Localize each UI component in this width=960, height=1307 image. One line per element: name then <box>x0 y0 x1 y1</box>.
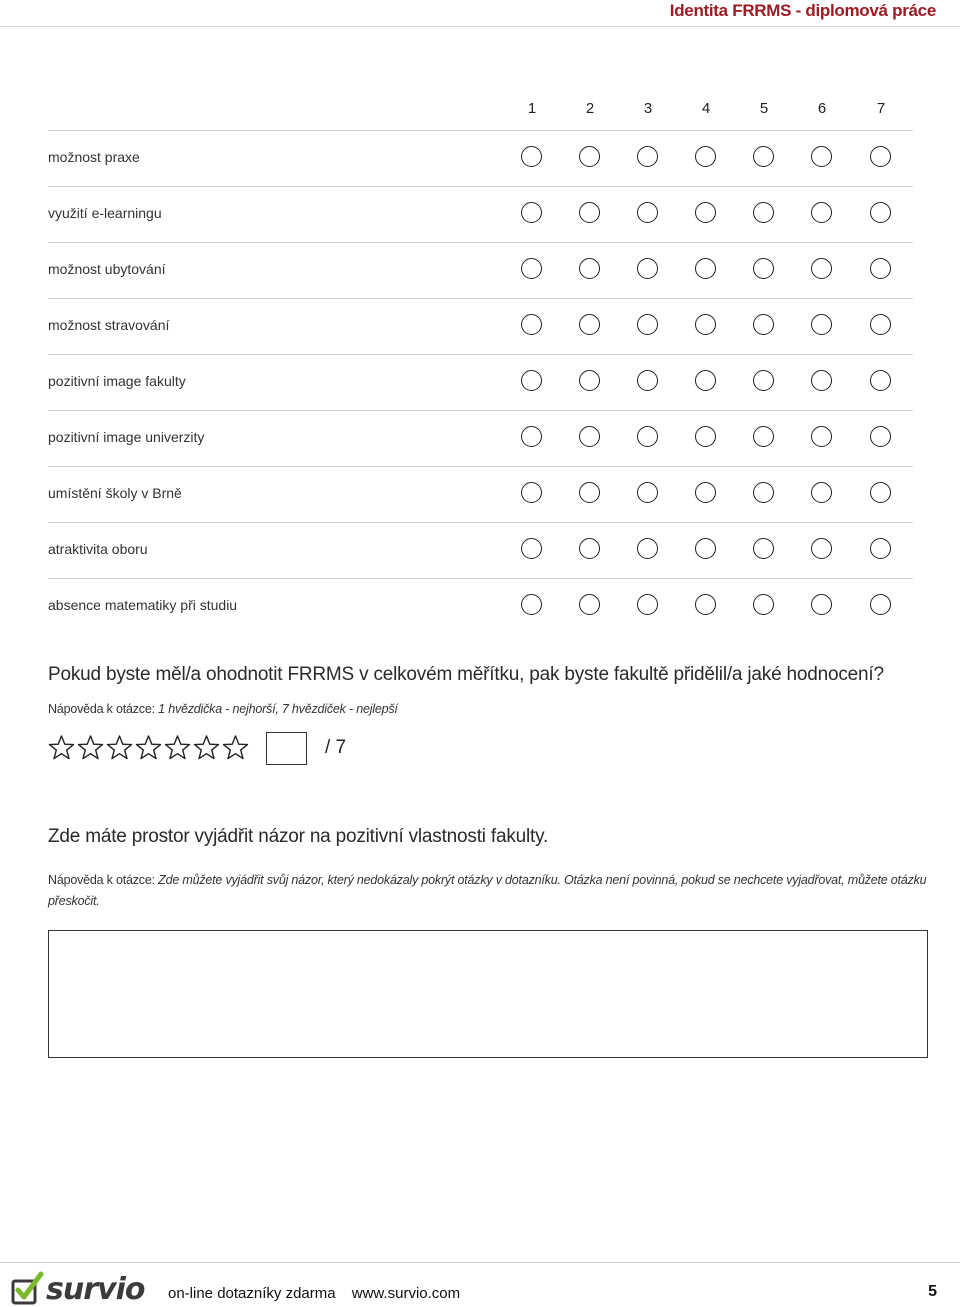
radio-option-4[interactable] <box>695 538 716 559</box>
radio-option-2[interactable] <box>579 370 600 391</box>
scale-number: 5 <box>759 100 769 117</box>
radio-option-5[interactable] <box>753 426 774 447</box>
radio-option-6[interactable] <box>811 538 832 559</box>
hint-text: 1 hvězdička - nejhorší, 7 hvězdiček - nejlepší <box>158 702 398 716</box>
hint-label: Nápověda k otázce: <box>48 873 155 887</box>
rating-max-label: / 7 <box>325 737 347 758</box>
matrix-row <box>48 579 913 634</box>
radio-option-4[interactable] <box>695 426 716 447</box>
radio-option-2[interactable] <box>579 426 600 447</box>
footer-tagline: on-line dotazníky zdarma <box>168 1285 336 1302</box>
footer-url[interactable]: www.survio.com <box>351 1285 461 1302</box>
radio-option-6[interactable] <box>811 426 832 447</box>
radio-option-4[interactable] <box>695 594 716 615</box>
rating-value-input[interactable] <box>266 732 307 765</box>
radio-option-4[interactable] <box>695 258 716 279</box>
overall-rating-question <box>48 664 928 772</box>
question-title: Zde máte prostor vyjádřit názor na pozitivní vlastnosti fakulty. <box>48 826 549 847</box>
scale-number: 7 <box>876 100 886 117</box>
scale-number: 3 <box>643 100 653 117</box>
radio-option-3[interactable] <box>637 202 658 223</box>
footer-tagline-group <box>168 1285 460 1302</box>
radio-option-7[interactable] <box>870 314 891 335</box>
answer-textarea[interactable] <box>48 930 928 1058</box>
radio-option-2[interactable] <box>579 482 600 503</box>
radio-option-3[interactable] <box>637 314 658 335</box>
radio-option-6[interactable] <box>811 594 832 615</box>
rating-matrix <box>48 92 913 634</box>
radio-option-5[interactable] <box>753 370 774 391</box>
radio-option-3[interactable] <box>637 538 658 559</box>
star-rating <box>48 732 928 772</box>
survio-logo <box>10 1271 144 1305</box>
radio-option-2[interactable] <box>579 146 600 167</box>
radio-option-2[interactable] <box>579 202 600 223</box>
star-icon[interactable] <box>193 734 220 761</box>
radio-option-6[interactable] <box>811 258 832 279</box>
radio-option-3[interactable] <box>637 370 658 391</box>
page-header <box>0 0 960 27</box>
radio-option-2[interactable] <box>579 538 600 559</box>
open-question <box>48 826 928 912</box>
radio-option-5[interactable] <box>753 594 774 615</box>
scale-number: 1 <box>527 100 537 117</box>
row-label: absence matematiky při studiu <box>48 597 238 613</box>
radio-option-7[interactable] <box>870 482 891 503</box>
page-footer <box>0 1262 960 1306</box>
radio-option-3[interactable] <box>637 594 658 615</box>
row-label: atraktivita oboru <box>48 541 148 557</box>
radio-option-7[interactable] <box>870 146 891 167</box>
radio-option-1[interactable] <box>521 594 542 615</box>
page-number: 5 <box>928 1283 937 1300</box>
radio-option-7[interactable] <box>870 258 891 279</box>
radio-option-1[interactable] <box>521 202 542 223</box>
radio-option-3[interactable] <box>637 426 658 447</box>
radio-option-2[interactable] <box>579 314 600 335</box>
radio-option-5[interactable] <box>753 314 774 335</box>
question-hint <box>48 870 928 912</box>
radio-option-6[interactable] <box>811 146 832 167</box>
matrix-row <box>48 411 913 467</box>
radio-option-5[interactable] <box>753 146 774 167</box>
star-group <box>48 734 249 761</box>
matrix-row <box>48 187 913 243</box>
radio-option-7[interactable] <box>870 538 891 559</box>
radio-option-1[interactable] <box>521 370 542 391</box>
row-label: umístění školy v Brně <box>48 485 182 501</box>
question-title: Pokud byste měl/a ohodnotit FRRMS v celkovém měřítku, pak byste fakultě přidělil/a jaké hodnocení? <box>48 664 884 685</box>
radio-option-4[interactable] <box>695 202 716 223</box>
radio-option-4[interactable] <box>695 370 716 391</box>
radio-option-4[interactable] <box>695 314 716 335</box>
radio-option-1[interactable] <box>521 482 542 503</box>
radio-option-6[interactable] <box>811 314 832 335</box>
hint-text: Zde můžete vyjádřit svůj názor, který nedokázaly pokrýt otázky v dotazníku. Otázka není povinná, pokud se nechcete vyjadřovat, můžete otázku přeskočit. <box>48 873 927 908</box>
radio-option-7[interactable] <box>870 370 891 391</box>
radio-option-1[interactable] <box>521 426 542 447</box>
row-label: pozitivní image fakulty <box>48 373 186 389</box>
matrix-row <box>48 467 913 523</box>
row-label: využití e-learningu <box>48 205 162 221</box>
radio-option-4[interactable] <box>695 146 716 167</box>
radio-option-1[interactable] <box>521 146 542 167</box>
star-icon[interactable] <box>106 734 133 761</box>
star-icon[interactable] <box>135 734 162 761</box>
star-icon[interactable] <box>77 734 104 761</box>
radio-option-2[interactable] <box>579 258 600 279</box>
matrix-row <box>48 299 913 355</box>
hint-label: Nápověda k otázce: <box>48 702 155 716</box>
scale-header <box>48 92 913 131</box>
row-label: pozitivní image univerzity <box>48 429 205 445</box>
radio-option-7[interactable] <box>870 426 891 447</box>
radio-option-5[interactable] <box>753 538 774 559</box>
radio-option-1[interactable] <box>521 538 542 559</box>
radio-option-6[interactable] <box>811 370 832 391</box>
matrix-row <box>48 523 913 579</box>
scale-number: 6 <box>817 100 827 117</box>
star-icon[interactable] <box>222 734 249 761</box>
matrix-row <box>48 243 913 299</box>
scale-number: 4 <box>701 100 711 117</box>
radio-option-2[interactable] <box>579 594 600 615</box>
radio-option-6[interactable] <box>811 482 832 503</box>
scale-number: 2 <box>585 100 595 117</box>
radio-option-4[interactable] <box>695 482 716 503</box>
star-icon[interactable] <box>48 734 75 761</box>
radio-option-7[interactable] <box>870 202 891 223</box>
radio-option-5[interactable] <box>753 482 774 503</box>
radio-option-1[interactable] <box>521 258 542 279</box>
document-title: Identita FRRMS - diplomová práce <box>669 1 936 20</box>
row-label: možnost stravování <box>48 317 170 333</box>
radio-option-3[interactable] <box>637 258 658 279</box>
radio-option-5[interactable] <box>753 258 774 279</box>
radio-option-3[interactable] <box>637 482 658 503</box>
logo-text: survio <box>46 1272 145 1307</box>
radio-option-6[interactable] <box>811 202 832 223</box>
matrix-row <box>48 131 913 187</box>
star-icon[interactable] <box>164 734 191 761</box>
radio-option-5[interactable] <box>753 202 774 223</box>
checkmark-icon <box>10 1271 46 1305</box>
radio-option-3[interactable] <box>637 146 658 167</box>
radio-option-1[interactable] <box>521 314 542 335</box>
row-label: možnost praxe <box>48 149 140 165</box>
matrix-row <box>48 355 913 411</box>
question-hint <box>48 702 928 716</box>
row-label: možnost ubytování <box>48 261 166 277</box>
radio-option-7[interactable] <box>870 594 891 615</box>
